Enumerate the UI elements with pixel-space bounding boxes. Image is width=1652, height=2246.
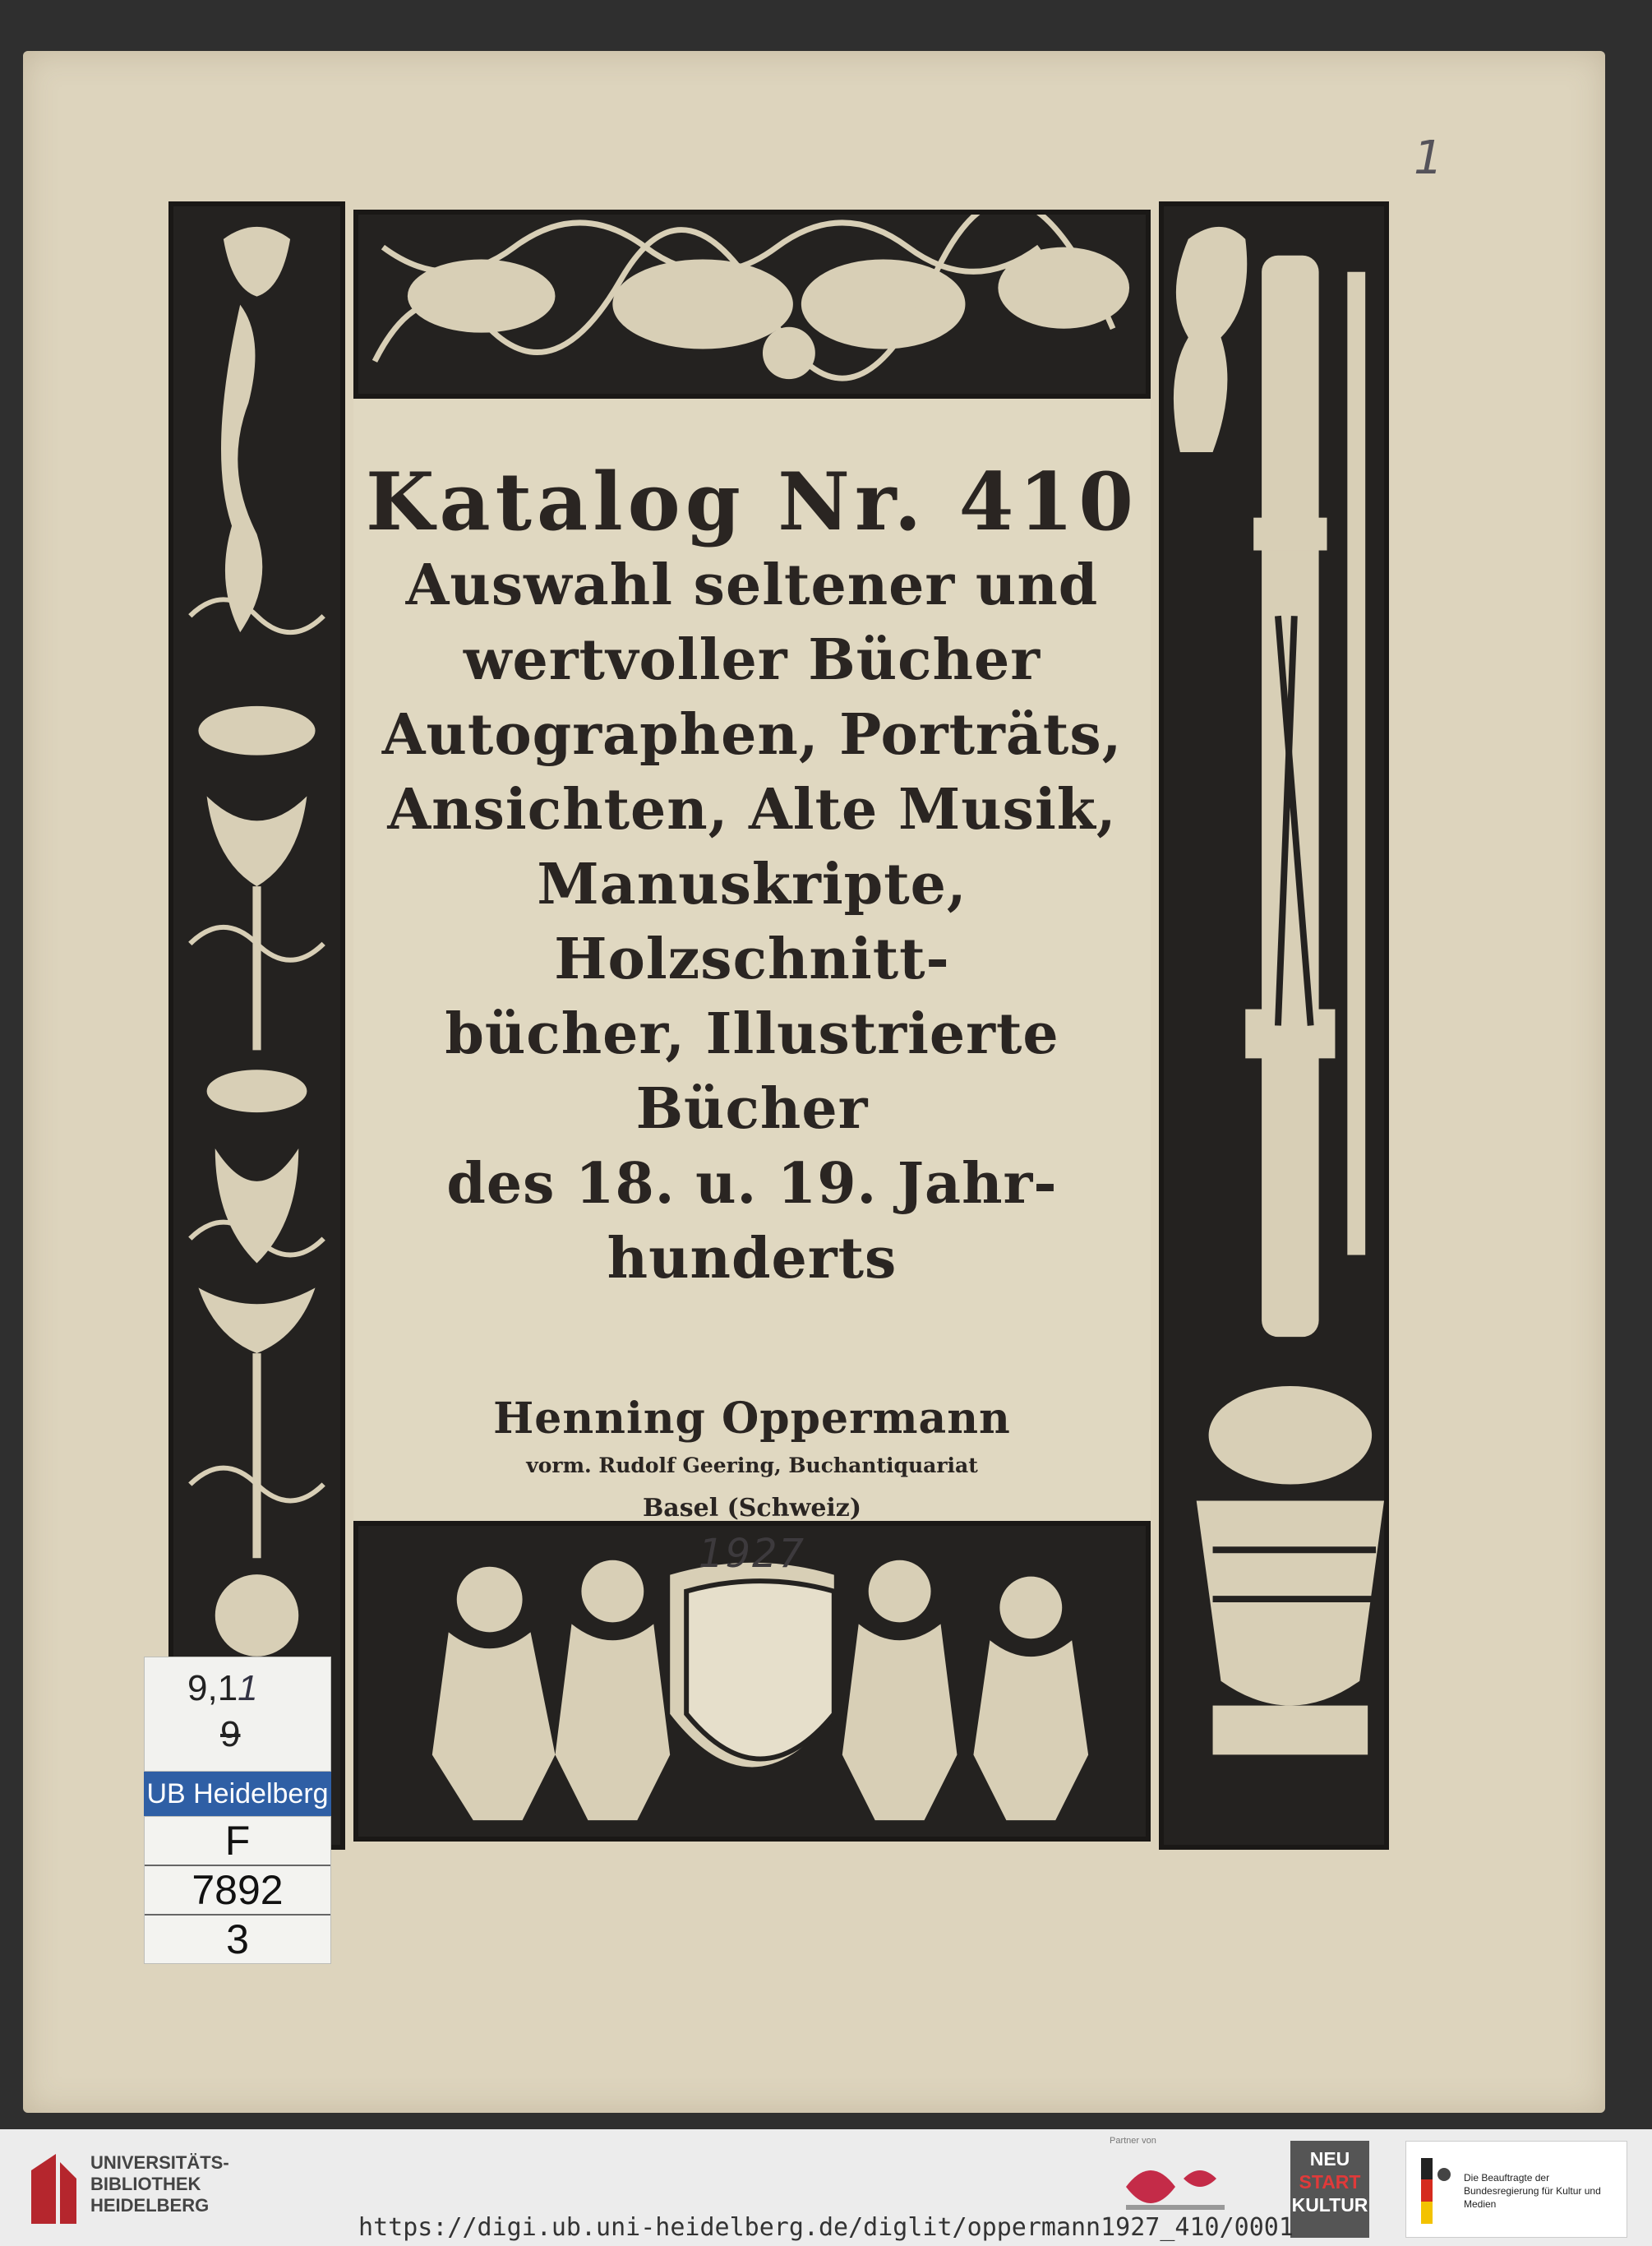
publisher-subtitle: vorm. Rudolf Geering, Buchantiquariat <box>526 1453 978 1477</box>
institution-line: HEIDELBERG <box>90 2195 210 2216</box>
ornament-left-illustration <box>173 206 340 1845</box>
neustart-word: START <box>1299 2171 1361 2193</box>
shelf-line-1-text: 9,1 <box>187 1668 238 1708</box>
shelf-label-top <box>144 1657 331 1772</box>
shelf-line-1 <box>187 1666 330 1712</box>
subtitle-line: wertvoller Bücher <box>463 627 1041 693</box>
source-url[interactable]: https://digi.ub.uni-heidelberg.de/diglit/oppermann1927_410/0001 <box>358 2213 1294 2242</box>
woodcut-frame <box>168 201 1389 1850</box>
shelf-code: 7892 <box>145 1866 330 1916</box>
subtitle-line: Auswahl seltener und <box>405 552 1099 618</box>
subtitle-line: Autographen, Porträts, <box>381 702 1123 768</box>
pencil-number: 1 <box>1414 132 1443 185</box>
institution-name[interactable] <box>90 2152 229 2216</box>
institution-line: UNIVERSITÄTS- <box>90 2152 229 2173</box>
subtitle-line: bücher, Illustrierte Bücher <box>445 1001 1059 1142</box>
shelf-codes <box>144 1816 331 1964</box>
ddb-logo-icon[interactable] <box>1110 2154 1257 2220</box>
subtitle-block <box>353 548 1151 1296</box>
shelf-line-2: 9 <box>220 1714 241 1754</box>
frame-right-panel <box>1159 201 1389 1850</box>
shelf-line-1-suffix: 1 <box>238 1668 258 1708</box>
shelf-code: 3 <box>226 1916 249 1962</box>
shelf-code: F <box>145 1817 330 1866</box>
subtitle-line: Manuskripte, Holzschnitt- <box>537 852 967 992</box>
subtitle-line: des 18. u. 19. Jahr- <box>446 1151 1058 1217</box>
handwritten-year: 1927 <box>698 1531 806 1577</box>
title-field <box>353 399 1151 1577</box>
neustart-word: KULTUR <box>1291 2194 1368 2216</box>
neustart-word: NEU <box>1309 2148 1350 2170</box>
publisher-city: Basel (Schweiz) <box>642 1494 862 1523</box>
ornament-top-illustration <box>358 215 1146 394</box>
bkm-text: Die Beauftragte der Bundesregierung für Kultur und Medien <box>1464 2172 1601 2210</box>
ornament-right-illustration <box>1164 206 1384 1845</box>
subtitle-line: Ansichten, Alte Musik, <box>387 777 1117 843</box>
catalog-title: Katalog Nr. 410 <box>366 455 1138 548</box>
frame-left-panel <box>168 201 345 1850</box>
library-band: UB Heidelberg <box>144 1772 331 1816</box>
publisher-name: Henning Oppermann <box>493 1393 1011 1444</box>
frame-top-panel <box>353 210 1151 399</box>
shelf-label <box>144 1657 331 1964</box>
subtitle-line: hunderts <box>607 1226 898 1292</box>
partner-label: Partner von <box>1110 2136 1156 2146</box>
institution-line: BIBLIOTHEK <box>90 2174 201 2194</box>
